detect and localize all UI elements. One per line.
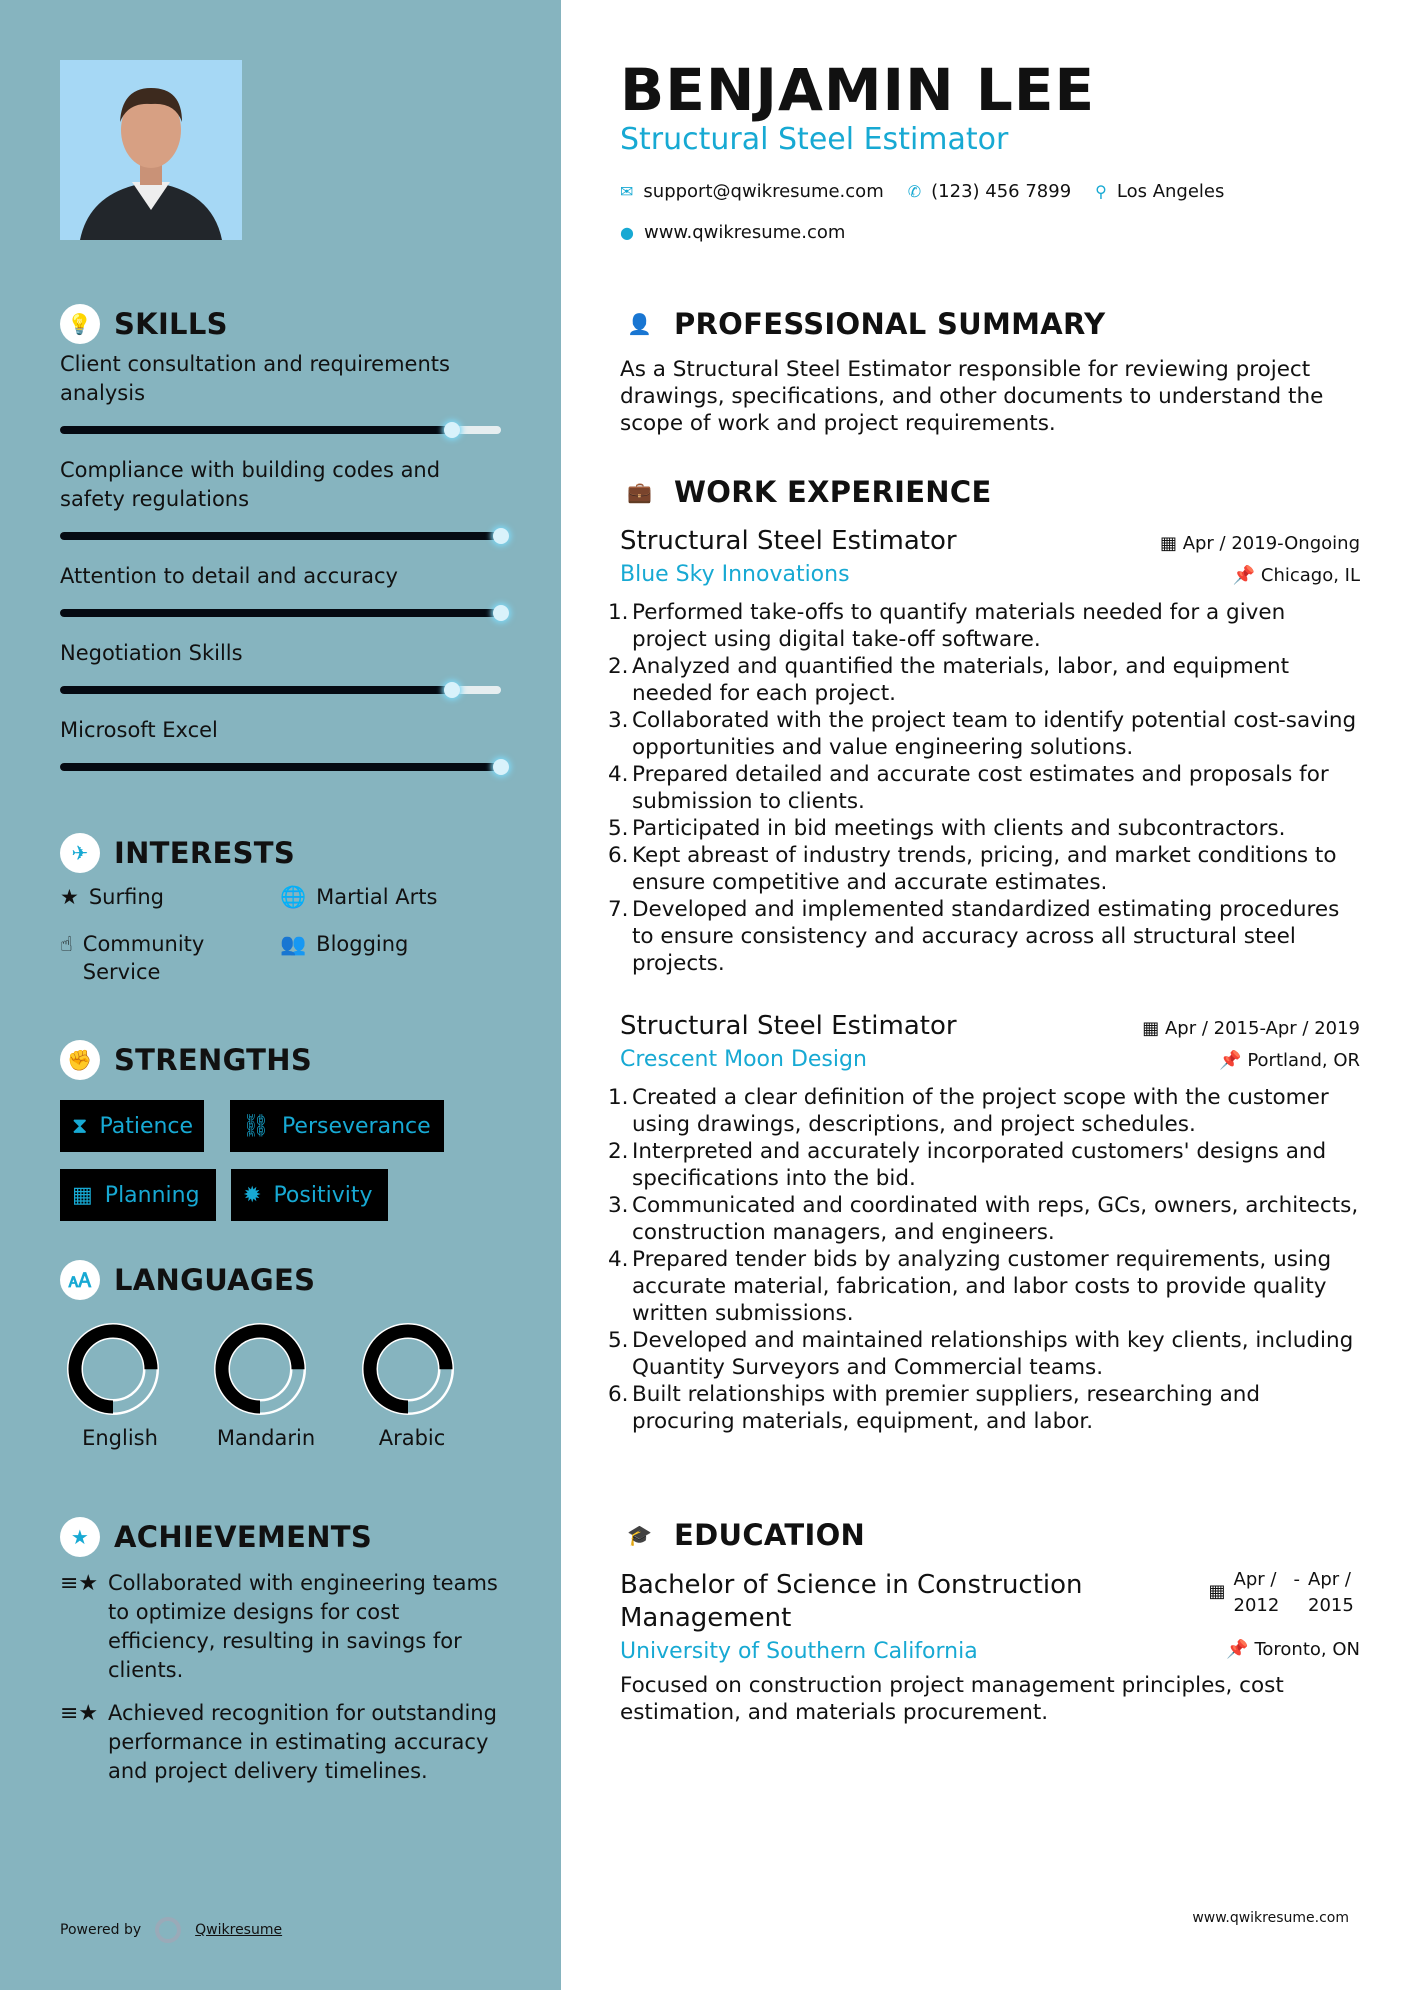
graduation-cap-icon: 🎓: [620, 1515, 660, 1555]
pushpin-icon: 📌: [1219, 1050, 1242, 1071]
interests-heading: ✈ INTERESTS: [60, 833, 540, 873]
responsibility-item: 4. Prepared tender bids by analyzing customer requirements, using accurate material, fabrication, and labor costs to provide quality written submissions.: [608, 1247, 1332, 1326]
shooting-star-icon: ≡★: [60, 1701, 99, 1726]
skill-item: [60, 350, 501, 434]
responsibility-item: 3. Communicated and coordinated with reps, GCs, owners, architects, construction managers, and engineers.: [608, 1193, 1359, 1245]
skills-section: [60, 304, 501, 793]
language-charts: [0, 1310, 561, 1430]
skill-item: [60, 639, 501, 694]
pushpin-icon: 📌: [1232, 565, 1256, 586]
interest-item: 👥 Blogging: [280, 932, 409, 956]
globe-icon: ●: [620, 223, 634, 242]
skill-bar-fill: [60, 609, 501, 617]
language-label: English: [82, 1426, 158, 1450]
job-entry: [608, 1011, 1360, 1435]
strength-badge: ⛓ Perseverance: [230, 1100, 444, 1152]
skill-bar-handle: [493, 759, 509, 775]
responsibility-list: [608, 599, 1360, 977]
fist-icon: ✊: [60, 1040, 100, 1080]
job-entry: [608, 526, 1360, 977]
strength-badge: ⧗ Patience: [60, 1100, 204, 1152]
responsibility-list: [608, 1084, 1360, 1435]
job-dates: ▦ Apr / 2019-Ongoing: [1159, 533, 1360, 554]
skill-bar-fill: [60, 532, 501, 540]
skills-heading: 💡 SKILLS: [60, 304, 501, 344]
skill-bar-fill: [60, 686, 452, 694]
lightbulb-icon: 💡: [60, 304, 100, 344]
job-location: 📌 Portland, OR: [1219, 1050, 1360, 1071]
strength-badge: ▦ Planning: [60, 1169, 216, 1221]
skill-bar-fill: [60, 763, 501, 771]
interest-item: 🌐 Martial Arts: [280, 885, 438, 909]
qwikresume-link[interactable]: Qwikresume: [195, 1922, 283, 1938]
summary-text: As a Structural Steel Estimator responsible for reviewing project drawings, specifications, and other documents to understand the scope of work and project requirements.: [620, 357, 1324, 436]
shooting-star-icon: ≡★: [60, 1571, 99, 1596]
interests-section: [60, 833, 540, 993]
website-row: [620, 222, 845, 243]
briefcase-icon: 💼: [620, 472, 660, 512]
responsibility-item: 3. Collaborated with the project team to identify potential cost-saving opportunities and value engineering solutions.: [608, 708, 1357, 760]
skill-label: Negotiation Skills: [60, 641, 243, 665]
strengths-heading: ✊ STRENGTHS: [60, 1040, 312, 1080]
skill-item: [60, 456, 501, 540]
hourglass-icon: ⧗: [72, 1113, 88, 1139]
job-dates: ▦ Apr / 2015-Apr / 2019: [1142, 1018, 1360, 1039]
language-label: Mandarin: [216, 1426, 316, 1450]
location: Los Angeles: [1116, 181, 1225, 202]
responsibility-item: 7. Developed and implemented standardized estimating procedures to ensure consistency and accuracy across all structural steel projects.: [608, 897, 1340, 976]
email[interactable]: support@qwikresume.com: [643, 181, 884, 202]
globe-icon: 🌐: [280, 885, 307, 909]
interest-item: ☝ Community Service: [60, 932, 205, 984]
education-text: Focused on construction project management principles, cost estimation, and materials procurement.: [620, 1673, 1284, 1725]
strength-badge: ✹ Positivity: [231, 1169, 388, 1221]
responsibility-item: 1. Performed take-offs to quantify materials needed for a given project using digital take-off software.: [608, 600, 1286, 652]
candidate-name: BENJAMIN LEE: [620, 56, 1096, 124]
phone-icon: ✆: [907, 182, 922, 201]
skill-label: Microsoft Excel: [60, 718, 218, 742]
footer-website[interactable]: www.qwikresume.com: [1192, 1910, 1349, 1926]
calendar-icon: ▦: [1208, 1581, 1226, 1602]
skill-bar-handle: [493, 528, 509, 544]
skill-bar: [60, 609, 501, 617]
responsibility-item: 5. Participated in bid meetings with clients and subcontractors.: [608, 816, 1286, 841]
map-pin-icon: ⚲: [1095, 182, 1107, 201]
paper-plane-icon: ✈: [60, 833, 100, 873]
qwikresume-logo-icon: [155, 1917, 181, 1943]
users-icon: 👥: [280, 932, 307, 956]
language-label: Arabic: [378, 1426, 446, 1450]
skill-bar-fill: [60, 426, 452, 434]
skill-bar: [60, 686, 501, 694]
skill-bar: [60, 426, 501, 434]
sun-icon: ✹: [243, 1182, 262, 1208]
skill-label: Attention to detail and accuracy: [60, 564, 398, 588]
job-location: 📌 Chicago, IL: [1232, 565, 1360, 586]
hands-icon: ☝: [60, 932, 73, 956]
responsibility-item: 1. Created a clear definition of the project scope with the customer using drawings, descriptions, and project schedules.: [608, 1085, 1329, 1137]
user-icon: 👤: [620, 304, 660, 344]
education-location: 📌 Toronto, ON: [1226, 1639, 1360, 1660]
interest-item: ★ Surfing: [60, 885, 164, 909]
shooting-star-icon: ★: [60, 1517, 100, 1557]
achievement-item: ≡★ Collaborated with engineering teams to optimize designs for cost efficiency, resulting in savings for clients.: [60, 1569, 510, 1685]
calendar-icon: ▦: [1159, 533, 1177, 554]
achievements-section: [60, 1517, 510, 1800]
skill-bar-handle: [444, 682, 460, 698]
education-dates: ▦ Apr / 2012 - Apr / 2015: [1208, 1567, 1360, 1619]
summary-section: [620, 304, 1360, 437]
responsibility-item: 2. Interpreted and accurately incorporated customers' designs and specifications into the bid.: [608, 1139, 1327, 1191]
skill-label: Compliance with building codes and safety regulations: [60, 458, 441, 511]
achievement-item: ≡★ Achieved recognition for outstanding performance in estimating accuracy and project delivery timelines.: [60, 1699, 510, 1786]
summary-heading: 👤 PROFESSIONAL SUMMARY: [620, 304, 1360, 344]
skill-bar-handle: [444, 422, 460, 438]
candidate-title: Structural Steel Estimator: [620, 122, 1009, 157]
responsibility-item: 6. Kept abreast of industry trends, pricing, and market conditions to ensure competitive and accurate estimates.: [608, 843, 1337, 895]
date-separator: -: [1293, 1569, 1300, 1590]
job-title: Structural Steel Estimator: [620, 1011, 957, 1041]
degree: Bachelor of Science in Construction Management: [620, 1570, 1083, 1633]
responsibility-item: 6. Built relationships with premier suppliers, researching and procuring materials, equipment, and labor.: [608, 1382, 1261, 1434]
phone[interactable]: (123) 456 7899: [931, 181, 1072, 202]
company: Blue Sky Innovations: [620, 562, 850, 587]
work-section: [608, 472, 1360, 1435]
education-heading: 🎓 EDUCATION: [620, 1515, 1360, 1555]
powered-by: Powered by Qwikresume: [60, 1917, 282, 1943]
skill-label: Client consultation and requirements analysis: [60, 352, 450, 405]
skill-item: [60, 562, 501, 617]
pushpin-icon: 📌: [1226, 1639, 1249, 1660]
skill-bar-handle: [493, 605, 509, 621]
achievements-heading: ★ ACHIEVEMENTS: [60, 1517, 510, 1557]
contact-row: [620, 181, 1224, 202]
skill-bar: [60, 763, 501, 771]
job-title: Structural Steel Estimator: [620, 526, 957, 556]
education-section: [620, 1515, 1360, 1726]
skill-item: [60, 716, 501, 771]
translate-icon: 🗚: [60, 1260, 100, 1300]
company: Crescent Moon Design: [620, 1047, 867, 1072]
star-icon: ★: [60, 885, 79, 909]
languages-heading: 🗚 LANGUAGES: [60, 1260, 315, 1300]
responsibility-item: 5. Developed and maintained relationships with key clients, including Quantity Surveyors and Commercial teams.: [608, 1328, 1354, 1380]
responsibility-item: 2. Analyzed and quantified the materials, labor, and equipment needed for each project.: [608, 654, 1290, 706]
school: University of Southern California: [620, 1639, 978, 1664]
work-heading: 💼 WORK EXPERIENCE: [620, 472, 1360, 512]
skill-bar: [60, 532, 501, 540]
calendar-icon: ▦: [1142, 1018, 1160, 1039]
binoculars-icon: ⛓: [242, 1113, 270, 1139]
website[interactable]: www.qwikresume.com: [643, 222, 846, 243]
responsibility-item: 4. Prepared detailed and accurate cost estimates and proposals for submission to clients.: [608, 762, 1329, 814]
calendar-icon: ▦: [72, 1182, 93, 1208]
profile-photo: [60, 60, 242, 240]
envelope-icon: ✉: [620, 182, 634, 201]
